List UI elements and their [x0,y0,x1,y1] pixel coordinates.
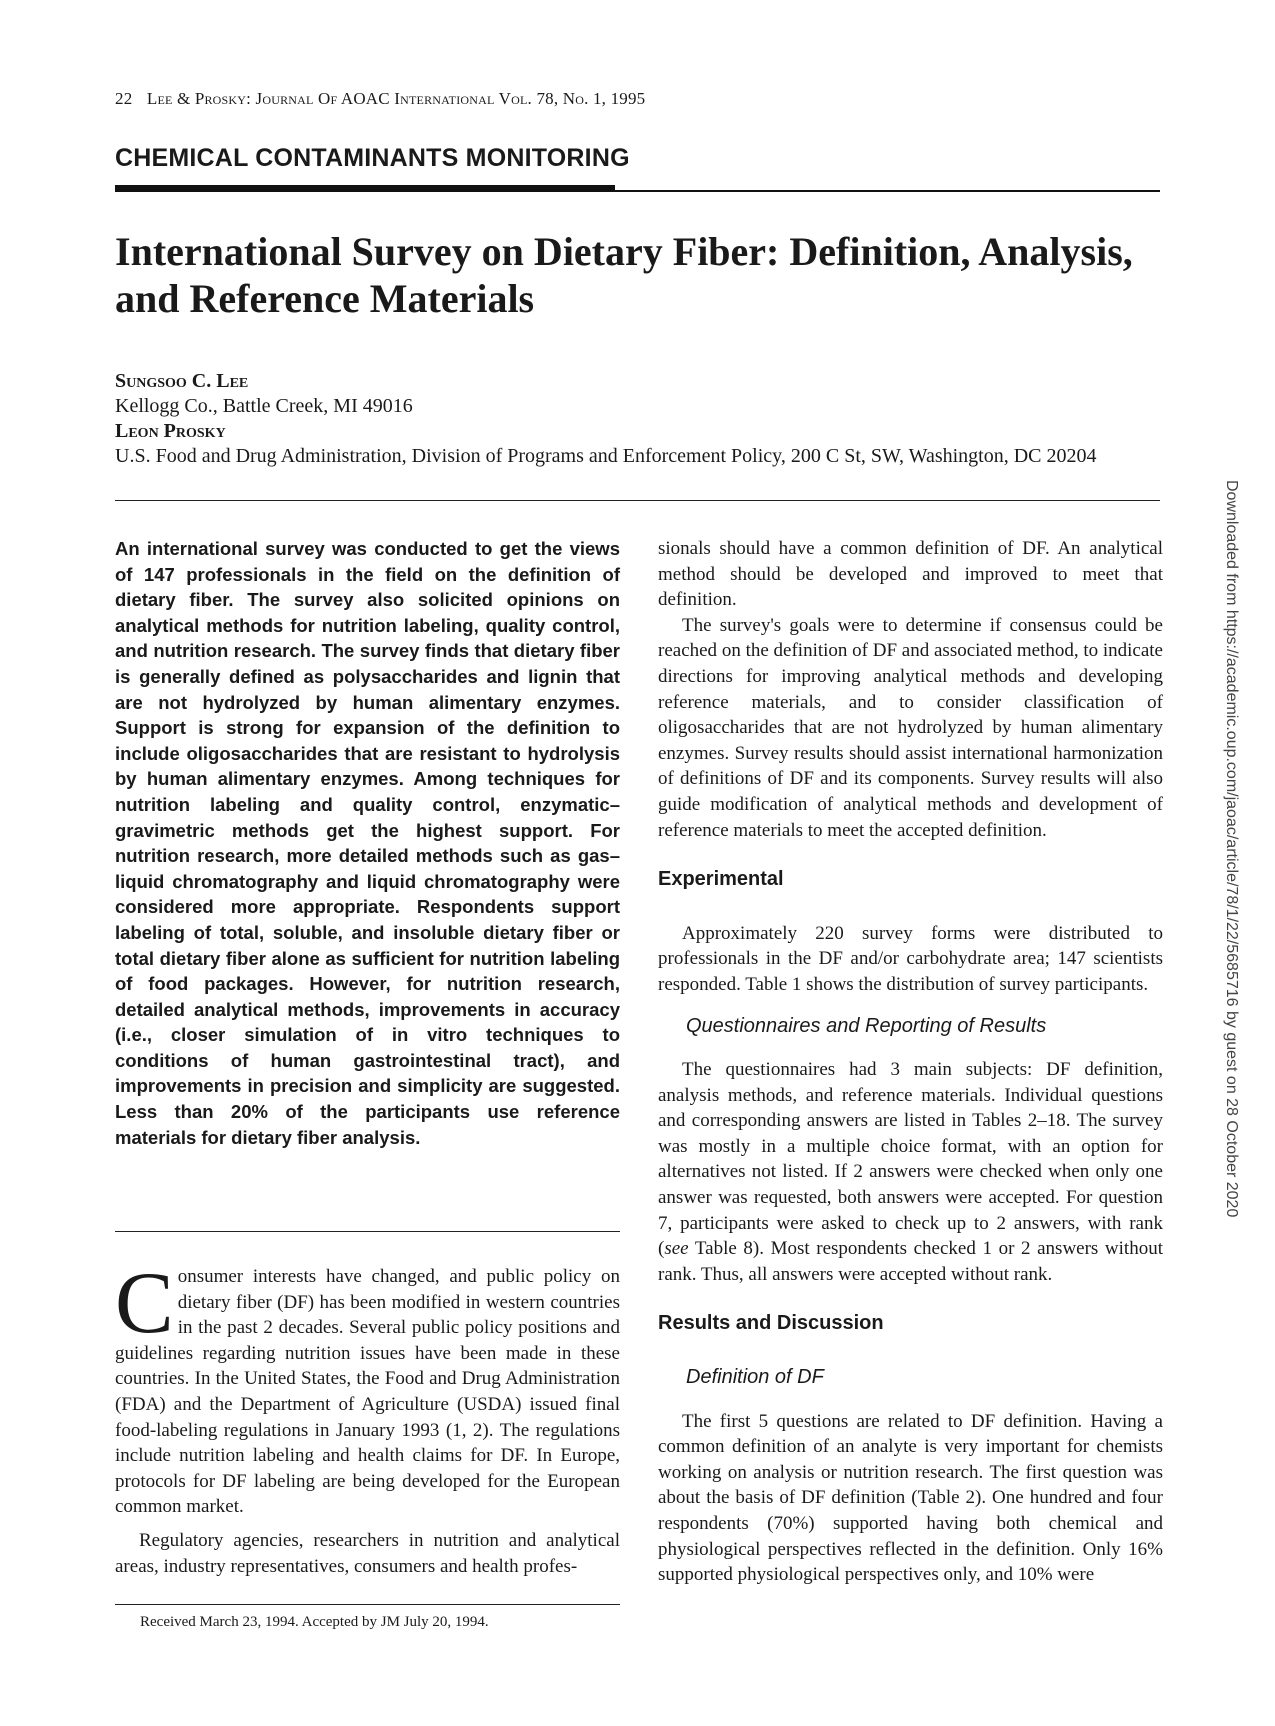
paragraph-definition: The first 5 questions are related to DF definition. Having a common definition of an analyte is very important for chemists working on analysis or nutrition research. The first question was about the basis of DF definition (Table 2). One hundred and four respondents (70%) supported having both chemical and physiological perspectives reflected in the definition. Only 16% supported physiological perspectives only, and 10% were [658,1410,1163,1586]
right-column-body [658,536,1163,1588]
article-title: International Survey on Dietary Fiber: Definition, Analysis, and Reference Materials [115,229,1133,321]
download-watermark: Downloaded from https://academic.oup.com/jaoac/article/78/1/22/5685716 by guest on 28 October 2020 [1223,480,1240,1218]
left-column-body [115,1255,620,1579]
subheading-definition: Definition of DF [686,1366,824,1389]
questionnaires-text-a: The questionnaires had 3 main subjects: DF definition, analysis methods, and reference materials. Individual questions and corresponding answers are listed in Tables 2–18. The survey was mostly in a multiple choice format, with an option for alternatives not listed. If 2 answers were checked when only one answer was requested, both answers were accepted. For question 7, participants were asked to check up to 2 answers, with rank ( [658,1059,1163,1260]
paragraph-goals: The survey's goals were to determine if consensus could be reached on the definition of DF and associated method, to indicate directions for improving analytical methods and developing reference materials, and to consider classification of oligosaccharides that are not hydrolyzed by human alimentary enzymes. Survey results should assist international harmonization of definitions of DF and its components. Survey results will also guide modification of analytical methods and development of reference materials to meet the accepted definition. [658,614,1163,841]
author-affiliation: Kellogg Co., Battle Creek, MI 49016 [115,395,413,417]
section-rule-thick [115,185,615,192]
journal-citation: Lee & Prosky: Journal Of AOAC International Vol. 78, No. 1, 1995 [146,89,646,108]
running-head [115,89,645,109]
intro-paragraph-2: Regulatory agencies, researchers in nutrition and analytical areas, industry representatives, consumers and health profes- [115,1529,620,1577]
section-title: CHEMICAL CONTAMINANTS MONITORING [115,144,630,172]
drop-cap: C [115,1255,174,1352]
intro-text: onsumer interests have changed, and public policy on dietary fiber (DF) has been modified in western countries in the past 2 decades. Several public policy positions and guidelines regarding nutrition issues have been made in these countries. In the United States, the Food and Drug Administration (FDA) and the Department of Agriculture (USDA) issued final food-labeling regulations in January 1993 (1, 2). The regulations include nutrition labeling and health claims for DF. In Europe, protocols for DF labeling are being developed for the European common market. [115,1266,620,1518]
section-rule-thin [615,190,1160,192]
heading-experimental: Experimental [658,868,784,891]
paragraph-questionnaires [658,1057,1163,1287]
paragraph-continued: sionals should have a common definition of DF. An analytical method should be developed and improved to meet that definition. [658,538,1163,611]
paragraph-experimental: Approximately 220 survey forms were distributed to professionals in the DF and/or carbohydrate area; 147 scientists responded. Table 1 shows the distribution of survey participants. [658,922,1163,995]
intro-paragraph [115,1255,620,1520]
header-divider [115,500,1160,501]
abstract: An international survey was conducted to get the views of 147 professionals in the field on the definition of dietary fiber. The survey also solicited opinions on analytical methods for nutrition labeling, quality control, and nutrition research. The survey finds that dietary fiber is generally defined as polysaccharides and lignin that are not hydrolyzed by human alimentary enzymes. Support is strong for expansion of the definition to include oligosaccharides that are resistant to hydrolysis by human alimentary enzymes. Among techniques for nutrition labeling and quality control, enzymatic–gravimetric methods get the highest support. For nutrition research, more detailed methods such as gas–liquid chromatography and liquid chromatography were considered more appropriate. Respondents support labeling of total, soluble, and insoluble dietary fiber or total dietary fiber alone as sufficient for nutrition labeling of food packages. However, for nutrition research, detailed analytical methods, improvements in accuracy (i.e., closer simulation of in vitro techniques to conditions of human gastrointestinal tract), and improvements in precision and simplicity are suggested. Less than 20% of the participants use reference materials for dietary fiber analysis. [115,538,620,1148]
questionnaires-see: see [664,1238,689,1260]
heading-results: Results and Discussion [658,1312,884,1335]
received-footnote: Received March 23, 1994. Accepted by JM July 20, 1994. [140,1614,489,1630]
questionnaires-text-b: Table 8). Most respondents checked 1 or 2 answers without rank. Thus, all answers were accepted without rank. [658,1238,1163,1285]
abstract-divider [115,1231,620,1232]
author-name: Sungsoo C. Lee [115,370,249,392]
subheading-questionnaires: Questionnaires and Reporting of Results [686,1014,1047,1037]
author-block [115,369,1097,469]
footnote-divider [115,1604,620,1605]
author-name: Leon Prosky [115,420,226,442]
author-affiliation: U.S. Food and Drug Administration, Division of Programs and Enforcement Policy, 200 C St, SW, Washington, DC 20204 [115,445,1097,467]
page-number: 22 [115,89,133,108]
